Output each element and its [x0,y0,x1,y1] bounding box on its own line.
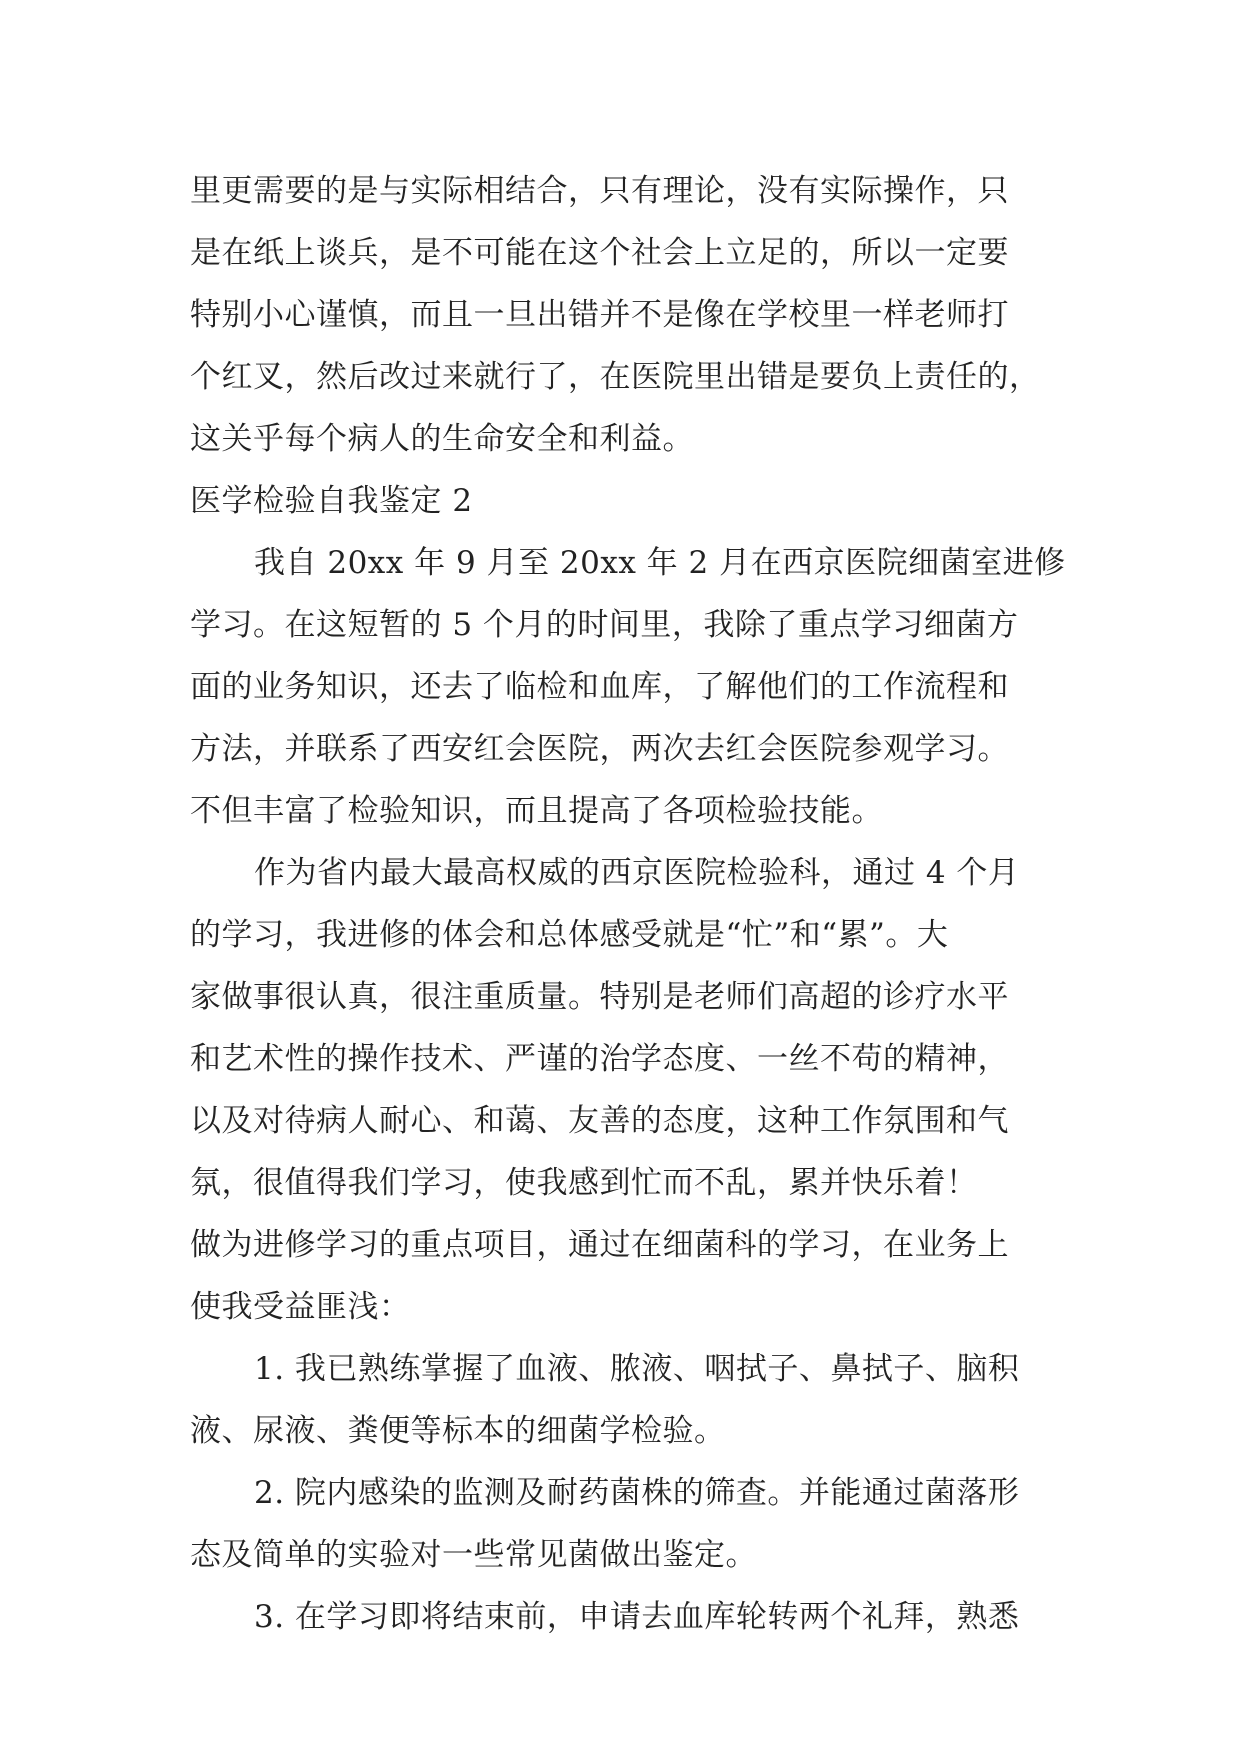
text-line: 这关乎每个病人的生命安全和利益。 [190,421,694,457]
text-line: 个红叉，然后改过来就行了，在医院里出错是要负上责任的， [190,359,1041,395]
document-body [190,160,1066,1648]
text-line: 作为省内最大最高权威的西京医院检验科，通过 4 个月 [254,855,1020,891]
text-line: 和艺术性的操作技术、严谨的治学态度、一丝不苟的精神， [190,1041,1009,1077]
list-item-line: 3. 在学习即将结束前，申请去血库轮转两个礼拜，熟悉 [254,1599,1020,1635]
text-line: 是在纸上谈兵，是不可能在这个社会上立足的，所以一定要 [190,235,1009,271]
text-line: 里更需要的是与实际相结合，只有理论，没有实际操作，只 [190,173,1009,209]
text-line: 方法，并联系了西安红会医院，两次去红会医院参观学习。 [190,731,1009,767]
text-line: 我自 20xx 年 9 月至 20xx 年 2 月在西京医院细菌室进修 [254,545,1066,581]
list-item-line: 1. 我已熟练掌握了血液、脓液、咽拭子、鼻拭子、脑积 [254,1351,1020,1387]
text-line: 不但丰富了检验知识，而且提高了各项检验技能。 [190,793,883,829]
list-item-line: 液、尿液、粪便等标本的细菌学检验。 [190,1413,726,1449]
list-item-line: 2. 院内感染的监测及耐药菌株的筛查。并能通过菌落形 [254,1475,1020,1511]
text-line: 学习。在这短暂的 5 个月的时间里，我除了重点学习细菌方 [190,607,1019,643]
text-line: 做为进修学习的重点项目，通过在细菌科的学习，在业务上 [190,1227,1009,1263]
section-heading: 医学检验自我鉴定 2 [190,483,473,519]
text-line: 氛，很值得我们学习，使我感到忙而不乱，累并快乐着！ [190,1165,978,1201]
text-line: 以及对待病人耐心、和蔼、友善的态度，这种工作氛围和气 [190,1103,1009,1139]
text-line: 的学习，我进修的体会和总体感受就是“忙”和“累”。大 [190,917,949,953]
list-item-line: 态及简单的实验对一些常见菌做出鉴定。 [190,1537,757,1573]
text-line: 面的业务知识，还去了临检和血库，了解他们的工作流程和 [190,669,1009,705]
text-line: 家做事很认真，很注重质量。特别是老师们高超的诊疗水平 [190,979,1009,1015]
text-line: 特别小心谨慎，而且一旦出错并不是像在学校里一样老师打 [190,297,1009,333]
text-line: 使我受益匪浅： [190,1289,411,1325]
